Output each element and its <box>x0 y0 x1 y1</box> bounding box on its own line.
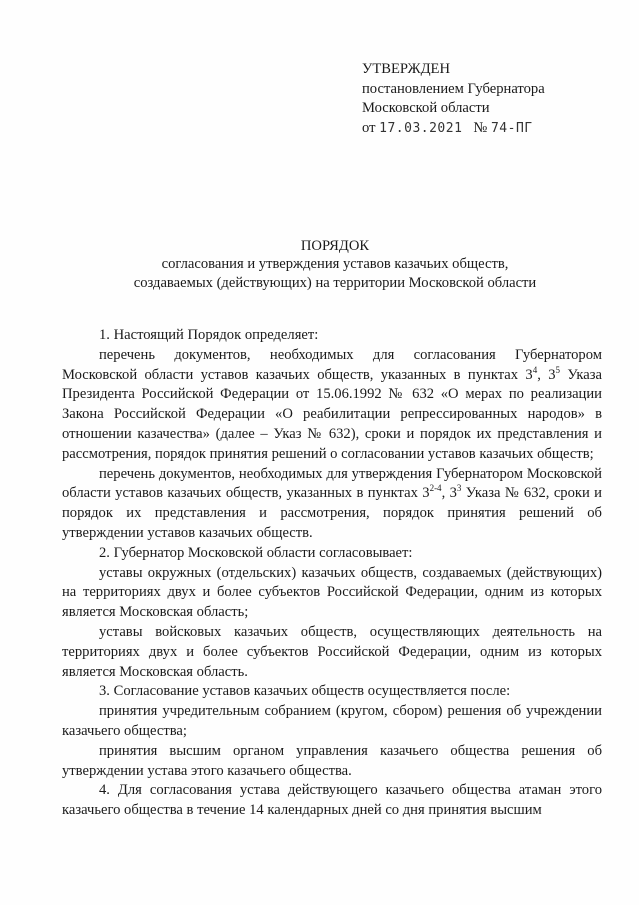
paragraph-1-item-a: перечень документов, необходимых для согласования Губернатором Московской области уставов казачьих обществ, указанных в пунктах $3^4$, $3^5$ Указа Президента Российской Федерации от 15.06.1992 № 632 «О мерах по реализации Закона Российской Федерации «О реабилитации репрессированных народов» в отношении казачества» (далее – Указ № 632), сроки и порядок их представления и рассмотрения, порядок принятия решений о согласовании уставов казачьих обществ; <box>62 346 602 462</box>
document-body <box>62 326 602 821</box>
paragraph-3: 3. Согласование уставов казачьих обществ осуществляется после: <box>99 683 511 700</box>
paragraph-1: 1. Настоящий Порядок определяет: <box>99 327 319 343</box>
paragraph-3-item-b: принятия высшим органом управления казачьего общества решения об утверждении устава этого казачьего общества. <box>62 742 602 779</box>
paragraph-2-item-b: уставы войсковых казачьих обществ, осуществляющих деятельность на территориях двух и более субъектов Российской Федерации, одним из которых является Московская область. <box>62 623 602 680</box>
decree-date: 17.03.2021 <box>379 120 463 136</box>
paragraph-3-item-a: принятия учредительным собранием (кругом, сбором) решения об учреждении казачьего общества; <box>62 703 602 739</box>
superscript: 2-4 <box>429 483 442 494</box>
superscript: 5 <box>555 364 561 375</box>
paragraph-1-item-b: перечень документов, необходимых для утверждения Губернатором Московской области уставов казачьих обществ, указанных в пунктах 3$^{2-4}$, $3^3$ Указа № 632, сроки и порядок их представления и рассмотрения, порядок принятия решений об утверждении уставов казачьих обществ. <box>62 465 602 541</box>
superscript: 3 <box>456 483 462 494</box>
document-title: ПОРЯДОК <box>300 238 370 254</box>
paragraph-2-item-a: уставы окружных (отдельских) казачьих обществ, создаваемых (действующих) на территориях двух и более субъектов Российской Федерации, одним из которых является Московская область; <box>62 564 602 621</box>
decree-number: 74-ПГ <box>490 120 533 136</box>
approval-region-line: Московской области <box>362 100 490 116</box>
document-subtitle-line2: создаваемых (действующих) на территории Московской области <box>133 275 537 291</box>
date-prefix: от <box>362 119 376 136</box>
approval-heading: УТВЕРЖДЕН <box>362 61 450 77</box>
approval-decree-line: постановлением Губернатора <box>362 80 545 97</box>
superscript: 4 <box>532 364 538 375</box>
document-subtitle-line1: согласования и утверждения уставов казачьих обществ, <box>161 256 509 272</box>
number-prefix: № <box>473 119 488 136</box>
approval-stamp <box>362 60 545 138</box>
approval-date-line <box>362 119 545 139</box>
paragraph-4: 4. Для согласования устава действующего казачьего общества атаман этого казачьего общества в течение 14 календарных дней со дня принятия высшим <box>62 782 602 819</box>
paragraph-2: 2. Губернатор Московской области согласовывает: <box>99 544 413 561</box>
